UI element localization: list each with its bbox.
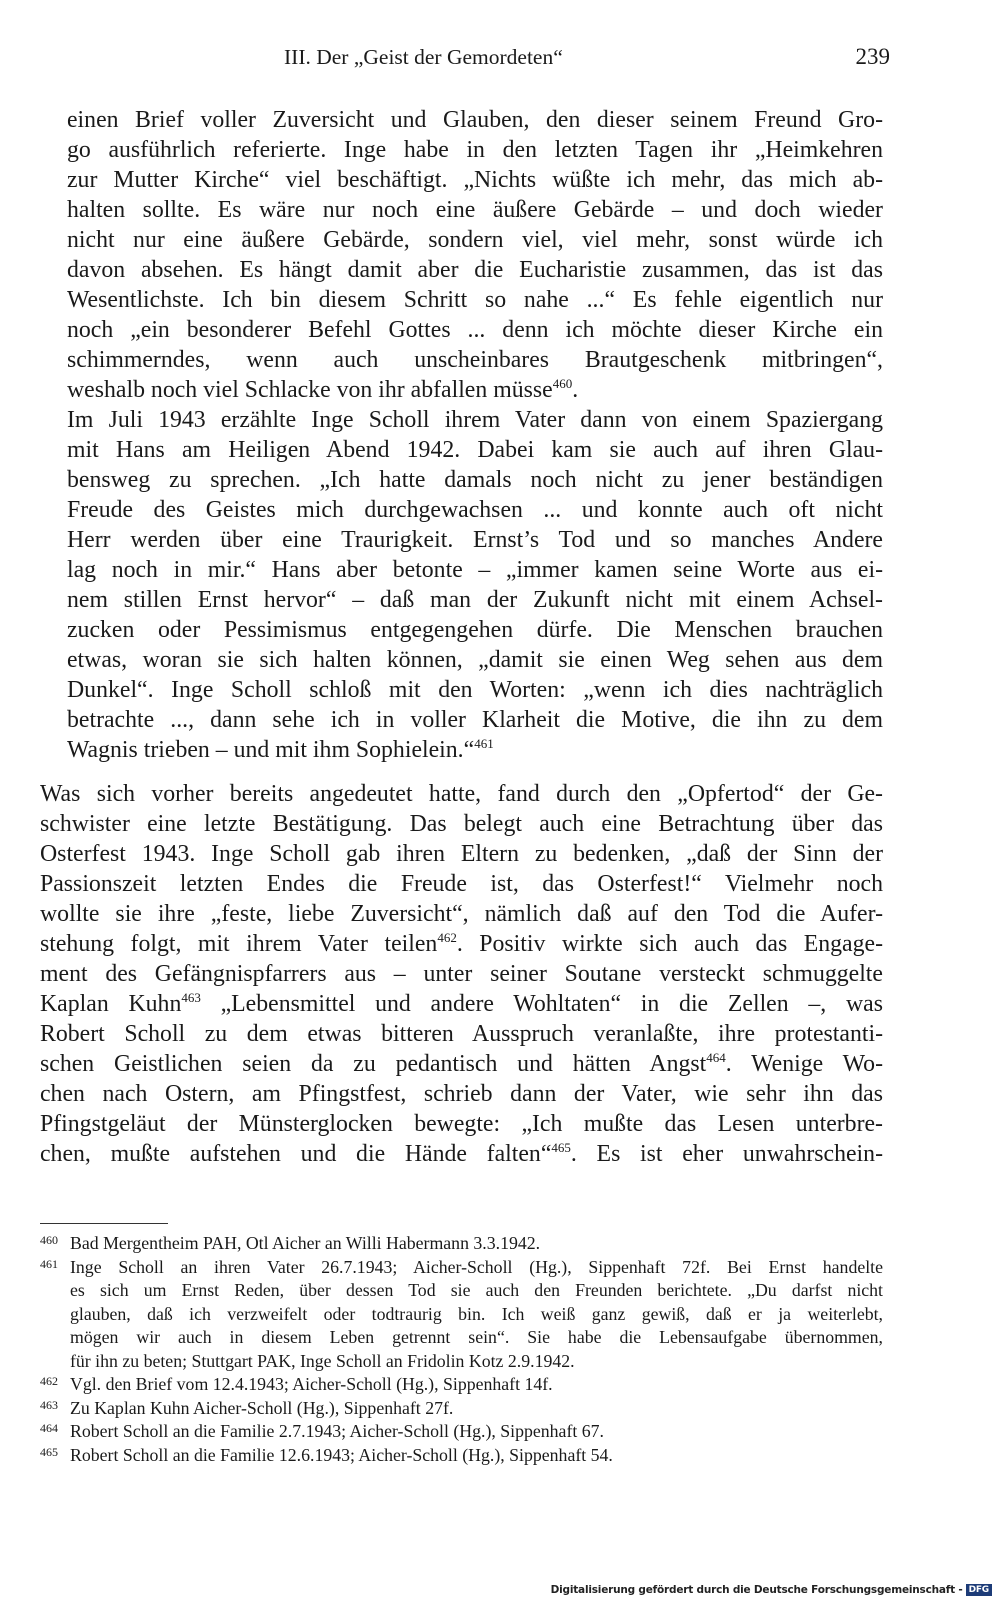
text-line: etwas, woran sie sich halten können, „damit sie einen Weg sehen aus dem xyxy=(67,647,883,673)
footnote-line: Inge Scholl an ihren Vater 26.7.1943; Aicher-Scholl (Hg.), Sippenhaft 72f. Bei Ernst handelte xyxy=(70,1256,883,1277)
text-line: halten sollte. Es wäre nur noch eine äußere Gebärde – und doch wieder xyxy=(67,197,883,223)
text-line: wollte sie ihre „feste, liebe Zuversicht“, nämlich daß auf den Tod die Aufer- xyxy=(40,901,883,927)
footnote-462 xyxy=(40,1373,883,1397)
footnote-464 xyxy=(40,1420,883,1444)
footnote-line: Bad Mergentheim PAH, Otl Aicher an Willi Habermann 3.3.1942. xyxy=(70,1233,541,1253)
text-line xyxy=(40,929,883,959)
text-line: davon absehen. Es hängt damit aber die Eucharistie zusammen, das ist das xyxy=(67,257,883,283)
text-line: betrachte ..., dann sehe ich in voller Klarheit die Motive, die ihn zu dem xyxy=(67,707,883,733)
footnote-number: 464 xyxy=(40,1421,58,1435)
text-line: Wesentlichste. Ich bin diesem Schritt so nahe ...“ Es fehle eigentlich nur xyxy=(67,287,883,313)
text-line: ment des Gefängnispfarrers aus – unter seiner Soutane versteckt schmuggelte xyxy=(40,961,883,987)
main-paragraph xyxy=(40,779,883,1169)
text-line xyxy=(40,1049,883,1079)
line-text: . Es ist eher unwahrschein- xyxy=(570,1141,883,1167)
line-text: stehung folgt, mit ihrem Vater teilen xyxy=(40,931,438,957)
text-line: Herr werden über eine Traurigkeit. Ernst’s Tod und so manches Andere xyxy=(67,527,883,553)
text-line: zur Mutter Kirche“ viel beschäftigt. „Nichts wüßte ich mehr, das mich ab- xyxy=(67,167,883,193)
text-line: lag noch in mir.“ Hans aber betonte – „immer kamen seine Worte aus ei- xyxy=(67,557,883,583)
footnote-ref-464[interactable]: 464 xyxy=(706,1050,726,1065)
footnote-line: glauben, daß ich verzweifelt oder todtraurig bin. Ich weiß ganz gewiß, daß er ja weiterlebt, xyxy=(70,1303,883,1324)
footnote-line: es sich um Ernst Reden, über dessen Tod sie auch den Freunden berichtete. „Du darfst nicht xyxy=(70,1280,883,1300)
text-line: go ausführlich referierte. Inge habe in den letzten Tagen ihr „Heimkehren xyxy=(67,137,883,163)
footnote-ref-463[interactable]: 463 xyxy=(181,990,201,1005)
footnote-ref-465[interactable]: 465 xyxy=(551,1140,571,1155)
text-line: nicht nur eine äußere Gebärde, sondern viel, viel mehr, sonst würde ich xyxy=(67,227,883,253)
quote-paragraph-2 xyxy=(67,405,883,765)
line-text: chen, mußte aufstehen und die Hände falten“ xyxy=(40,1141,552,1167)
footnote-461 xyxy=(40,1256,883,1374)
text-line xyxy=(40,989,883,1019)
line-text: Wagnis trieben – und mit ihm Sophielein.“ xyxy=(67,737,475,763)
text-line: Osterfest 1943. Inge Scholl gab ihren Eltern zu bedenken, „daß der Sinn der xyxy=(40,841,883,867)
footnote-line: Robert Scholl an die Familie 12.6.1943; Aicher-Scholl (Hg.), Sippenhaft 54. xyxy=(70,1444,613,1465)
line-text: weshalb noch viel Schlacke von ihr abfallen müsse xyxy=(67,377,553,403)
text-line: schwister eine letzte Bestätigung. Das belegt auch eine Betrachtung über das xyxy=(40,811,883,837)
running-title: III. Der „Geist der Gemordeten“ xyxy=(284,45,563,69)
text-line: einen Brief voller Zuversicht und Glauben, den dieser seinem Freund Gro- xyxy=(67,107,883,133)
footnote-460 xyxy=(40,1232,883,1256)
text-line: chen nach Ostern, am Pfingstfest, schrieb dann der Vater, wie sehr ihn das xyxy=(40,1081,883,1107)
footnote-line: Zu Kaplan Kuhn Aicher-Scholl (Hg.), Sippenhaft 27f. xyxy=(70,1397,454,1418)
text-line xyxy=(40,1139,883,1169)
footnote-463 xyxy=(40,1397,883,1421)
line-text: . Positiv wirkte sich auch das Engage- xyxy=(456,931,883,957)
footnote-ref-461[interactable]: 461 xyxy=(474,736,494,751)
text-line: Freude des Geistes mich durchgewachsen ... und konnte auch oft nicht xyxy=(67,497,883,523)
text-line: Dunkel“. Inge Scholl schloß mit den Worten: „wenn ich dies nachträglich xyxy=(67,677,883,703)
dfg-logo-icon: DFG xyxy=(966,1584,992,1596)
text-line: Was sich vorher bereits angedeutet hatte, fand durch den „Opfertod“ der Ge- xyxy=(40,781,883,807)
text-line xyxy=(67,375,883,405)
footnote-number: 461 xyxy=(40,1256,58,1271)
line-text: Kaplan Kuhn xyxy=(40,991,182,1017)
footnote-line: mögen wir auch in diesem Leben getrennt sein“. Sie habe die Lebensaufgabe übernommen, xyxy=(70,1327,883,1347)
text-line: bensweg zu sprechen. „Ich hatte damals noch nicht zu jener beständigen xyxy=(67,467,883,493)
text-line: Passionszeit letzten Endes die Freude ist, das Osterfest!“ Vielmehr noch xyxy=(40,871,883,897)
digitization-credit xyxy=(551,1584,992,1596)
page-header xyxy=(40,40,890,76)
text-line: Pfingstgeläut der Münsterglocken bewegte: „Ich mußte das Lesen unterbre- xyxy=(40,1111,883,1137)
footnote-line: für ihn zu beten; Stuttgart PAK, Inge Scholl an Fridolin Kotz 2.9.1942. xyxy=(70,1350,575,1371)
footnote-number: 462 xyxy=(40,1374,58,1388)
footnote-ref-460[interactable]: 460 xyxy=(552,376,573,391)
line-text: . Wenige Wo- xyxy=(725,1051,884,1077)
footnote-number: 460 xyxy=(40,1233,58,1247)
footnote-ref-462[interactable]: 462 xyxy=(437,930,457,945)
line-end: . xyxy=(572,377,579,403)
footnote-number: 465 xyxy=(40,1444,58,1459)
footnote-line: Vgl. den Brief vom 12.4.1943; Aicher-Scholl (Hg.), Sippenhaft 14f. xyxy=(70,1374,553,1394)
footnote-line: Robert Scholl an die Familie 2.7.1943; Aicher-Scholl (Hg.), Sippenhaft 67. xyxy=(70,1421,604,1441)
text-line: mit Hans am Heiligen Abend 1942. Dabei kam sie auch auf ihren Glau- xyxy=(67,437,883,463)
line-text: „Lebensmittel und andere Wohltaten“ in die Zellen –, was xyxy=(200,991,883,1017)
text-line: zucken oder Pessimismus entgegengehen dürfe. Die Menschen brauchen xyxy=(67,617,883,643)
footnote-number: 463 xyxy=(40,1397,58,1412)
footnote-465 xyxy=(40,1444,883,1468)
indented-quote-block xyxy=(67,105,883,765)
text-line xyxy=(67,735,883,765)
text-line: Im Juli 1943 erzählte Inge Scholl ihrem Vater dann von einem Spaziergang xyxy=(67,407,883,433)
page-number: 239 xyxy=(855,44,890,69)
footnotes xyxy=(40,1232,883,1467)
text-line: Robert Scholl zu dem etwas bitteren Ausspruch veranlaßte, ihre protestanti- xyxy=(40,1021,883,1047)
text-line: nem stillen Ernst hervor“ – daß man der Zukunft nicht mit einem Achsel- xyxy=(67,587,883,613)
quote-paragraph-1 xyxy=(67,105,883,405)
credit-text: Digitalisierung gefördert durch die Deutsche Forschungsgemeinschaft - xyxy=(550,1584,963,1596)
footnote-separator xyxy=(40,1223,168,1224)
line-text: schen Geistlichen seien da zu pedantisch und hätten Angst xyxy=(40,1051,707,1077)
text-line: schimmerndes, wenn auch unscheinbares Brautgeschenk mitbringen“, xyxy=(67,347,883,373)
text-line: noch „ein besonderer Befehl Gottes ... denn ich möchte dieser Kirche ein xyxy=(67,317,883,343)
